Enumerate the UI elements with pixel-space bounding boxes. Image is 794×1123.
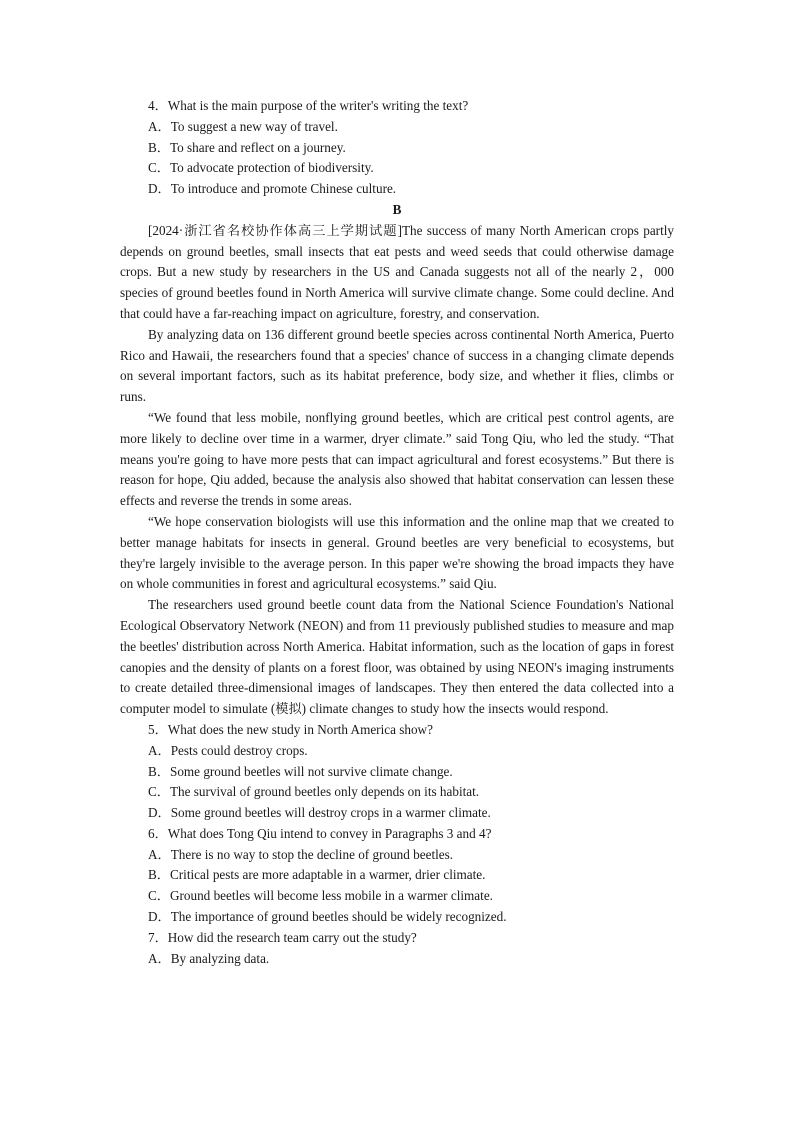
question-5-stem: 5．What does the new study in North America show? (148, 721, 433, 737)
question-6-option-b: B．Critical pests are more adaptable in a warmer, drier climate. (148, 867, 486, 883)
question-4-option-d: D．To introduce and promote Chinese culture. (148, 181, 397, 197)
question-6-stem: 6．What does Tong Qiu intend to convey in Paragraphs 3 and 4? (148, 825, 492, 841)
question-5-option-b: B．Some ground beetles will not survive climate change. (148, 763, 453, 779)
passage-paragraph-3: “We found that less mobile, nonflying ground beetles, which are critical pest control agents, are more likely to decline over time in a warmer, dryer climate.” said Tong Qiu, who led the study. “That means you're going to have more pests that can impact agricultural and forest ecosystems.” But there is reason for hope, Qiu added, because the analysis also showed that habitat conservation can lessen these effects and reverse the trends in some areas. (120, 409, 674, 509)
question-5-option-a: A．Pests could destroy crops. (148, 742, 308, 758)
question-5-option-c: C．The survival of ground beetles only depends on its habitat. (148, 784, 480, 800)
question-4-option-c: C．To advocate protection of biodiversity. (148, 160, 374, 176)
passage-paragraph-4: “We hope conservation biologists will use this information and the online map that we created to better manage habitats for insects in general. Ground beetles are very beneficial to ecosystems, but they're largely invisible to the average person. In this paper we're showing the broad impacts they have on whole communities in forest and agricultural ecosystems.” said Qiu. (120, 513, 674, 592)
question-6-option-c: C．Ground beetles will become less mobile in a warmer climate. (148, 888, 493, 904)
question-5-option-d: D．Some ground beetles will destroy crops in a warmer climate. (148, 805, 491, 821)
question-4-stem: 4．What is the main purpose of the writer's writing the text? (148, 98, 469, 113)
passage-paragraph-5: The researchers used ground beetle count data from the National Science Foundation's National Ecological Observatory Network (NEON) and from 11 previously published studies to measure and map the beetles' distribution across North America. Habitat information, such as the location of gaps in forest canopies and the density of plants on a forest floor, was obtained by using NEON's imaging instruments to create detailed three-dimensional images of landscapes. They then entered the data collected into a computer model to simulate (模拟) climate changes to study how the insects would respond. (120, 597, 674, 717)
question-4-option-b: B．To share and reflect on a journey. (148, 139, 346, 155)
question-6-option-a: A．There is no way to stop the decline of ground beetles. (148, 846, 454, 862)
passage-paragraph-2: By analyzing data on 136 different ground beetle species across continental North America, Puerto Rico and Hawaii, the researchers found that a species' chance of success in a changing climate depends on several important factors, such as its habitat preference, body size, and whether it flies, climbs or runs. (120, 326, 674, 405)
document-page (120, 96, 674, 969)
question-4-option-a: A．To suggest a new way of travel. (148, 118, 338, 134)
question-6-option-d: D．The importance of ground beetles should be widely recognized. (148, 909, 507, 925)
question-7-stem: 7．How did the research team carry out the study? (148, 929, 417, 945)
passage-paragraph-1: [2024·浙江省名校协作体高三上学期试题]The success of many North American crops partly depends on ground beetles, small insects that eat pests and weed seeds that could otherwise damage crops. But a new study by researchers in the US and Canada suggests not all of the nearly 2，000 species of ground beetles found in North America will survive climate change. Some could decline. And that could have a far-reaching impact on agriculture, forestry, and conservation. (120, 222, 674, 321)
section-title: B (392, 201, 402, 217)
question-7-option-a: A．By analyzing data. (148, 950, 270, 966)
